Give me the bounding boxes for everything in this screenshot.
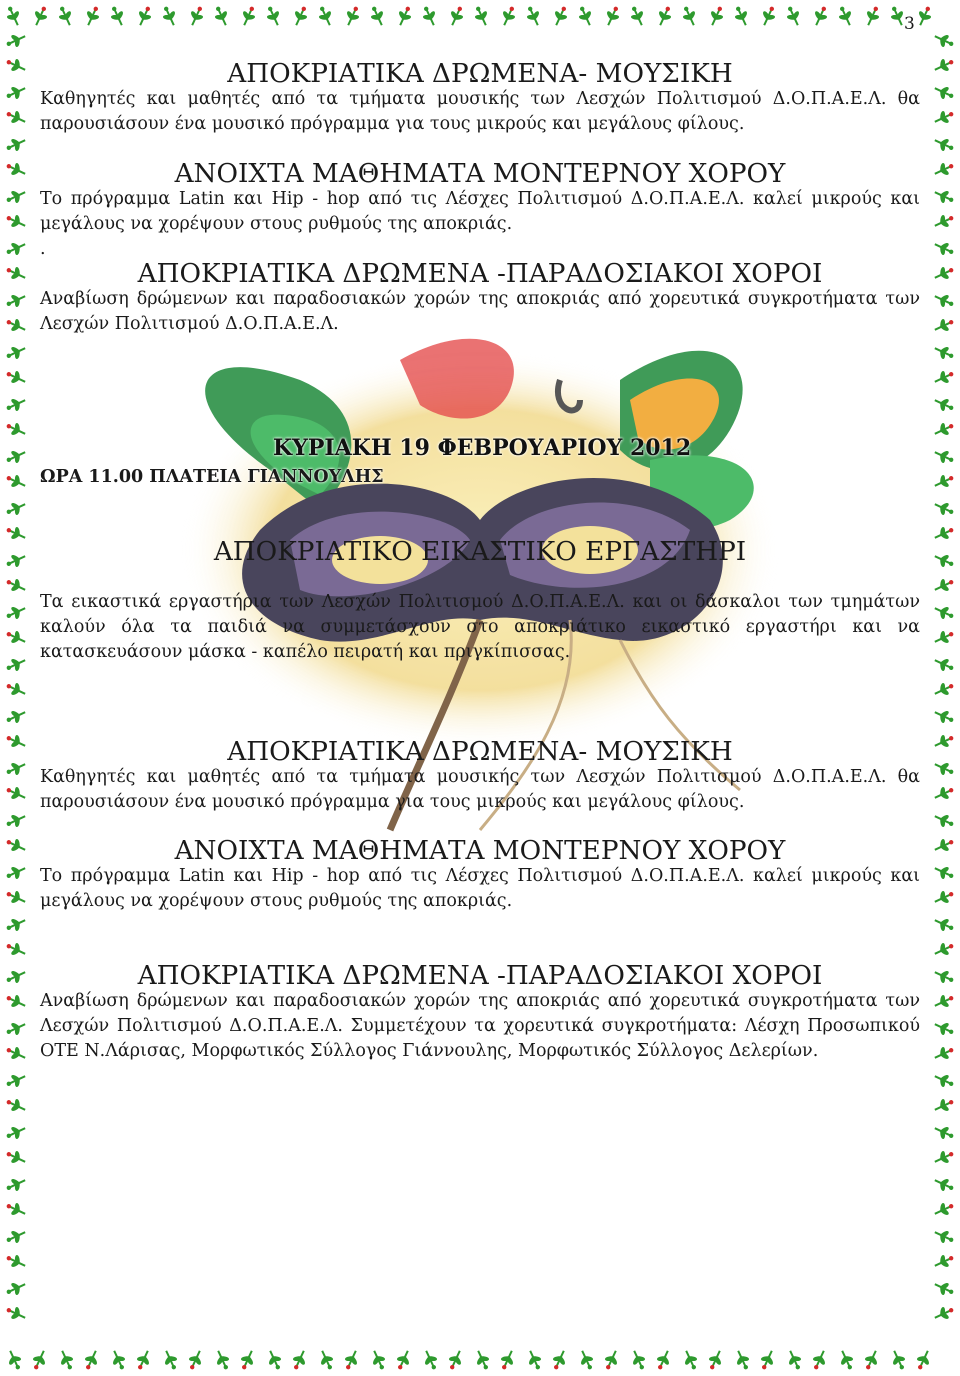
border-motif-icon	[862, 4, 882, 28]
border-motif-icon	[289, 1348, 309, 1372]
top-content	[40, 59, 920, 337]
border-motif-icon	[4, 679, 28, 699]
border-motif-icon	[523, 4, 543, 28]
border-motif-icon	[4, 1018, 28, 1038]
border-motif-icon	[932, 159, 956, 179]
decorative-border-top	[0, 0, 960, 34]
border-motif-icon	[4, 654, 28, 674]
border-motif-icon	[575, 4, 595, 28]
border-motif-icon	[108, 1348, 128, 1372]
border-motif-icon	[445, 1348, 465, 1372]
border-motif-icon	[4, 1251, 28, 1271]
dot-line: .	[40, 239, 46, 259]
border-motif-icon	[680, 1348, 700, 1372]
border-motif-icon	[888, 1348, 908, 1372]
border-motif-icon	[706, 4, 726, 28]
dance-title: ΑΝΟΙΧΤΑ ΜΑΘΗΜΑΤΑ ΜΟΝΤΕΡΝΟΥ ΧΟΡΟΥ	[174, 159, 786, 189]
border-motif-icon	[367, 4, 387, 28]
border-motif-icon	[731, 4, 751, 28]
border-motif-icon	[932, 1147, 956, 1167]
border-motif-icon	[932, 446, 956, 466]
border-motif-icon	[524, 1348, 544, 1372]
border-motif-icon	[472, 1348, 492, 1372]
music-text: Καθηγητές και μαθητές από τα τμήματα μουσικής των Λεσχών Πολιτισμού Δ.Ο.Π.Α.Ε.Λ. θα παρουσιάσουν ένα μουσικό πρόγραμμα για τους μικρούς και μεγάλους φίλους.	[40, 89, 920, 134]
border-motif-icon	[4, 446, 28, 466]
border-motif-icon	[4, 290, 28, 310]
border-motif-icon	[186, 4, 206, 28]
border-motif-icon	[211, 4, 231, 28]
art-workshop-title: ΑΠΟΚΡΙΑΤΙΚΟ ΕΙΚΑΣΤΙΚΟ ΕΡΓΑΣΤΗΡΙ	[213, 537, 747, 567]
border-motif-icon	[4, 523, 28, 543]
border-motif-icon	[549, 1348, 569, 1372]
border-motif-icon	[601, 1348, 621, 1372]
border-motif-icon	[4, 186, 28, 206]
border-motif-icon	[4, 238, 28, 258]
border-motif-icon	[4, 1174, 28, 1194]
border-motif-icon	[932, 315, 956, 335]
border-motif-icon	[679, 4, 699, 28]
border-motif-icon	[4, 575, 28, 595]
border-motif-icon	[932, 1122, 956, 1142]
border-motif-icon	[4, 30, 28, 50]
border-motif-icon	[932, 1095, 956, 1115]
border-motif-icon	[55, 4, 75, 28]
border-motif-icon	[4, 1122, 28, 1142]
border-motif-icon	[4, 107, 28, 127]
border-motif-icon	[133, 1348, 153, 1372]
border-motif-icon	[4, 263, 28, 283]
border-motif-icon	[4, 1278, 28, 1298]
border-motif-icon	[932, 731, 956, 751]
border-motif-icon	[932, 966, 956, 986]
border-motif-icon	[932, 134, 956, 154]
border-motif-icon	[107, 4, 127, 28]
border-motif-icon	[932, 654, 956, 674]
border-motif-icon	[810, 4, 830, 28]
border-motif-icon	[159, 4, 179, 28]
event-time-place: ΩΡΑ 11.00 ΠΛΑΤΕΙΑ ΓΙΑΝΝΟΥΛΗΣ	[40, 467, 384, 487]
border-motif-icon	[4, 315, 28, 335]
border-motif-icon	[602, 4, 622, 28]
border-motif-icon	[836, 1348, 856, 1372]
border-motif-icon	[419, 4, 439, 28]
border-motif-icon	[212, 1348, 232, 1372]
border-motif-icon	[4, 1199, 28, 1219]
dance-text-2: Το πρόγραμμα Latin και Hip - hop από τις Λέσχες Πολιτισμού Δ.Ο.Π.Α.Ε.Λ. καλεί μικρούς και μεγάλους να χορέψουν στους ρυθμούς της αποκριάς.	[40, 866, 920, 911]
border-motif-icon	[4, 367, 28, 387]
dance-text: Το πρόγραμμα Latin και Hip - hop από τις Λέσχες Πολιτισμού Δ.Ο.Π.Α.Ε.Λ. καλεί μικρούς και μεγάλους να χορέψουν στους ρυθμούς της αποκριάς.	[40, 189, 920, 234]
border-motif-icon	[705, 1348, 725, 1372]
border-motif-icon	[341, 1348, 361, 1372]
border-motif-icon	[4, 211, 28, 231]
border-motif-icon	[393, 1348, 413, 1372]
border-motif-icon	[134, 4, 154, 28]
border-motif-icon	[238, 4, 258, 28]
border-motif-icon	[82, 4, 102, 28]
border-motif-icon	[576, 1348, 596, 1372]
border-motif-icon	[932, 1070, 956, 1090]
border-motif-icon	[185, 1348, 205, 1372]
border-motif-icon	[932, 1226, 956, 1246]
border-motif-icon	[932, 706, 956, 726]
border-motif-icon	[627, 4, 647, 28]
border-motif-icon	[446, 4, 466, 28]
border-motif-icon	[4, 810, 28, 830]
border-motif-icon	[932, 1043, 956, 1063]
border-motif-icon	[4, 862, 28, 882]
border-motif-icon	[497, 1348, 517, 1372]
border-motif-icon	[4, 1303, 28, 1323]
border-motif-icon	[4, 835, 28, 855]
border-motif-icon	[932, 550, 956, 570]
border-motif-icon	[932, 263, 956, 283]
border-motif-icon	[4, 1147, 28, 1167]
border-motif-icon	[932, 602, 956, 622]
border-motif-icon	[932, 758, 956, 778]
border-motif-icon	[4, 939, 28, 959]
border-motif-icon	[757, 1348, 777, 1372]
border-motif-icon	[4, 1095, 28, 1115]
border-motif-icon	[932, 186, 956, 206]
border-motif-icon	[81, 1348, 101, 1372]
page-number: 3	[904, 14, 915, 34]
border-motif-icon	[932, 55, 956, 75]
border-motif-icon	[237, 1348, 257, 1372]
border-motif-icon	[654, 4, 674, 28]
border-motif-icon	[263, 4, 283, 28]
border-motif-icon	[315, 4, 335, 28]
border-motif-icon	[861, 1348, 881, 1372]
border-motif-icon	[932, 471, 956, 491]
border-motif-icon	[4, 342, 28, 362]
border-motif-icon	[932, 679, 956, 699]
border-motif-icon	[368, 1348, 388, 1372]
border-motif-icon	[4, 550, 28, 570]
music-title: ΑΠΟΚΡΙΑΤΙΚΑ ΔΡΩΜΕΝΑ- ΜΟΥΣΙΚΗ	[227, 59, 733, 89]
border-motif-icon	[932, 575, 956, 595]
border-motif-icon	[932, 523, 956, 543]
border-motif-icon	[550, 4, 570, 28]
border-motif-icon	[932, 991, 956, 1011]
border-motif-icon	[4, 783, 28, 803]
border-motif-icon	[316, 1348, 336, 1372]
border-motif-icon	[932, 835, 956, 855]
border-motif-icon	[809, 1348, 829, 1372]
border-motif-icon	[932, 1303, 956, 1323]
border-motif-icon	[420, 1348, 440, 1372]
border-motif-icon	[290, 4, 310, 28]
border-motif-icon	[342, 4, 362, 28]
decorative-border-bottom	[0, 1342, 960, 1376]
music-title-2: ΑΠΟΚΡΙΑΤΙΚΑ ΔΡΩΜΕΝΑ- ΜΟΥΣΙΚΗ	[227, 737, 733, 767]
dance-title-2: ΑΝΟΙΧΤΑ ΜΑΘΗΜΑΤΑ ΜΟΝΤΕΡΝΟΥ ΧΟΡΟΥ	[174, 836, 786, 866]
border-motif-icon	[4, 991, 28, 1011]
border-motif-icon	[4, 966, 28, 986]
border-motif-icon	[628, 1348, 648, 1372]
border-motif-icon	[653, 1348, 673, 1372]
border-motif-icon	[932, 810, 956, 830]
border-motif-icon	[932, 887, 956, 907]
border-motif-icon	[4, 394, 28, 414]
art-workshop-text: Τα εικαστικά εργαστήρια των Λεσχών Πολιτισμού Δ.Ο.Π.Α.Ε.Λ. και οι δάσκαλοι των τμημάτων καλούν όλα τα παιδιά να συμμετάσχουν στο αποκριάτικο εικαστικό εργαστήρι και να κατασκευάσουν μάσκα - καπέλο πειρατή και πριγκίπισσας.	[40, 592, 920, 662]
border-motif-icon	[932, 238, 956, 258]
border-motif-icon	[932, 914, 956, 934]
border-motif-icon	[932, 1278, 956, 1298]
border-motif-icon	[932, 290, 956, 310]
border-motif-icon	[4, 1070, 28, 1090]
border-motif-icon	[4, 758, 28, 778]
border-motif-icon	[932, 1174, 956, 1194]
border-motif-icon	[932, 419, 956, 439]
border-motif-icon	[4, 134, 28, 154]
border-motif-icon	[932, 1199, 956, 1219]
border-motif-icon	[160, 1348, 180, 1372]
border-motif-icon	[932, 394, 956, 414]
border-motif-icon	[264, 1348, 284, 1372]
music-text-2: Καθηγητές και μαθητές από τα τμήματα μουσικής των Λεσχών Πολιτισμού Δ.Ο.Π.Α.Ε.Λ. θα παρουσιάσουν ένα μουσικό πρόγραμμα για τους μικρούς και μεγάλους φίλους.	[40, 767, 920, 812]
traditional-dance-title: ΑΠΟΚΡΙΑΤΙΚΑ ΔΡΩΜΕΝΑ -ΠΑΡΑΔΟΣΙΑΚΟΙ ΧΟΡΟΙ	[137, 259, 823, 289]
border-motif-icon	[932, 342, 956, 362]
border-motif-icon	[758, 4, 778, 28]
border-motif-icon	[56, 1348, 76, 1372]
traditional-dance-text-2: Αναβίωση δρώμενων και παραδοσιακών χορών της αποκριάς από χορευτικά συγκροτήματα των Λεσχών Πολιτισμού Δ.Ο.Π.Α.Ε.Λ. Συμμετέχουν τα χορευτικά συγκροτήματα: Λέσχη Προσωπικού ΟΤΕ Ν.Λάρισας, Μορφωτικός Σύλλογος Γιάννουλης, Μορφωτικός Σύλλογος Δελερίων.	[40, 991, 920, 1061]
border-motif-icon	[4, 159, 28, 179]
decorative-border-left	[0, 0, 34, 1376]
border-motif-icon	[784, 1348, 804, 1372]
border-motif-icon	[732, 1348, 752, 1372]
border-motif-icon	[4, 471, 28, 491]
border-motif-icon	[932, 367, 956, 387]
border-motif-icon	[4, 627, 28, 647]
border-motif-icon	[835, 4, 855, 28]
border-motif-icon	[932, 1018, 956, 1038]
border-motif-icon	[4, 887, 28, 907]
border-motif-icon	[498, 4, 518, 28]
border-motif-icon	[932, 211, 956, 231]
border-motif-icon	[932, 498, 956, 518]
traditional-dance-title-2: ΑΠΟΚΡΙΑΤΙΚΑ ΔΡΩΜΕΝΑ -ΠΑΡΑΔΟΣΙΑΚΟΙ ΧΟΡΟΙ	[137, 961, 823, 991]
border-motif-icon	[932, 783, 956, 803]
border-motif-icon	[4, 731, 28, 751]
border-motif-icon	[4, 914, 28, 934]
border-motif-icon	[4, 55, 28, 75]
traditional-dance-text: Αναβίωση δρώμενων και παραδοσιακών χορών της αποκριάς από χορευτικά συγκροτήματα των Λεσχών Πολιτισμού Δ.Ο.Π.Α.Ε.Λ.	[40, 289, 920, 334]
border-motif-icon	[471, 4, 491, 28]
border-motif-icon	[4, 498, 28, 518]
border-motif-icon	[4, 1226, 28, 1246]
event-date: ΚΥΡΙΑΚΗ 19 ΦΕΒΡΟΥΑΡΙΟΥ 2012	[273, 435, 692, 461]
border-motif-icon	[932, 627, 956, 647]
border-motif-icon	[932, 939, 956, 959]
border-motif-icon	[932, 82, 956, 102]
border-motif-icon	[783, 4, 803, 28]
border-motif-icon	[394, 4, 414, 28]
decorative-border-right	[926, 0, 960, 1376]
border-motif-icon	[932, 1251, 956, 1271]
bottom-content	[40, 537, 920, 1064]
border-motif-icon	[4, 419, 28, 439]
border-motif-icon	[932, 30, 956, 50]
border-motif-icon	[4, 82, 28, 102]
border-motif-icon	[932, 107, 956, 127]
border-motif-icon	[4, 1043, 28, 1063]
border-motif-icon	[932, 862, 956, 882]
border-motif-icon	[4, 602, 28, 622]
border-motif-icon	[4, 706, 28, 726]
